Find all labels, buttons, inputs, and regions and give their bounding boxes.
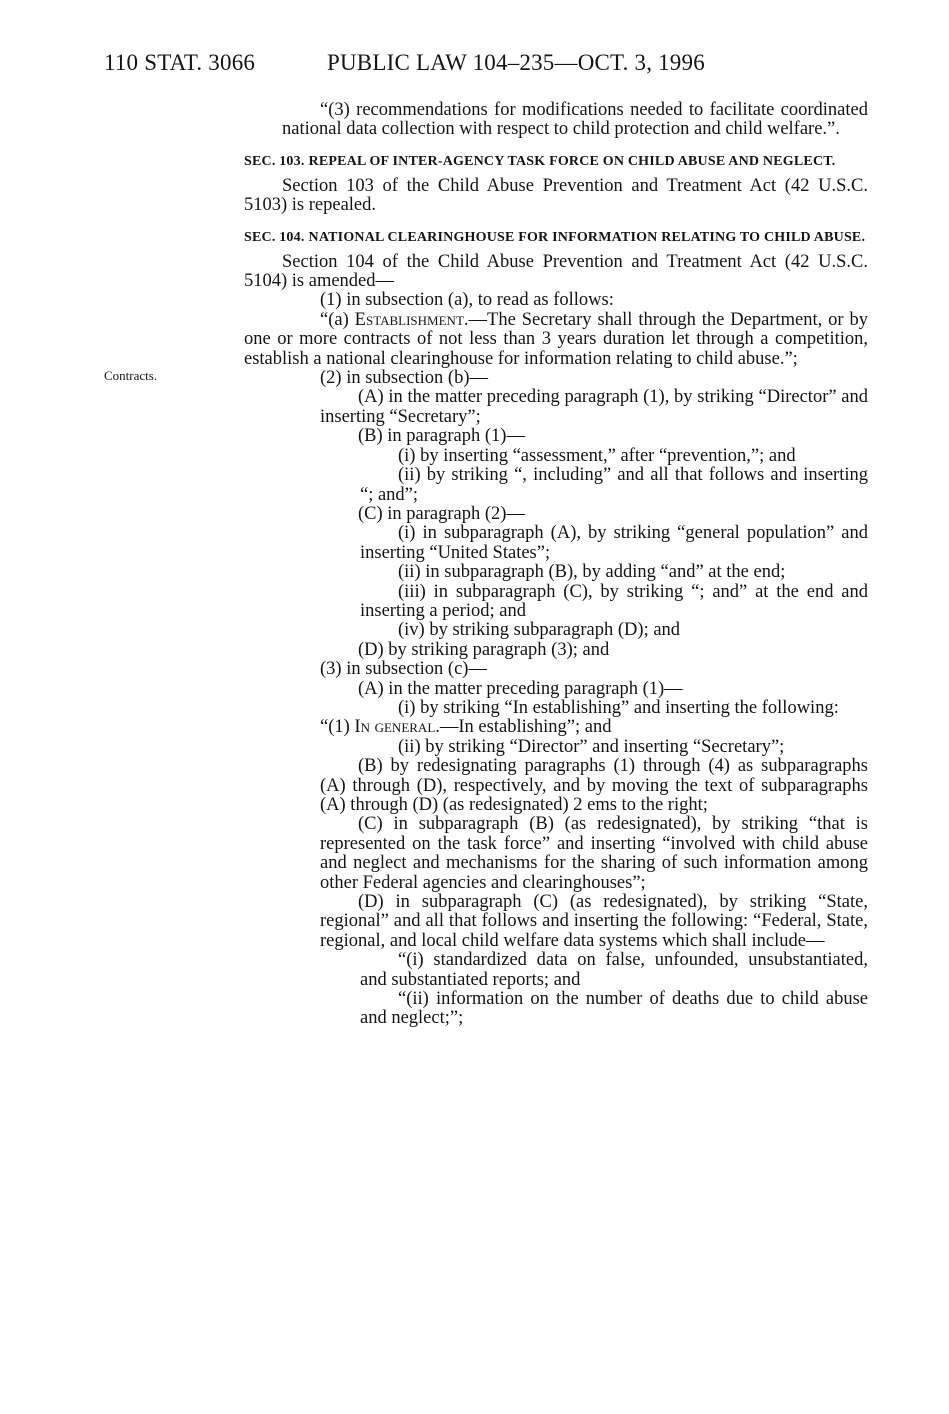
amendment-2-C-ii: (ii) in subparagraph (B), by adding “and” at the end; — [398, 562, 786, 583]
amendment-1: (1) in subsection (a), to read as follows: — [320, 290, 614, 311]
amendment-2-C-i: (i) in subparagraph (A), by striking “general population” and inserting “United States”; — [360, 523, 868, 563]
document-body — [244, 101, 868, 1029]
amendment-2-B: (B) in paragraph (1)— — [358, 426, 525, 447]
amendment-3-C: (C) in subparagraph (B) (as redesignated), by striking “that is represented on the task force” and inserting “involved with child abuse and neglect and mechanisms for the sharing of such information among other Federal agencies and clearinghouses”; — [320, 814, 868, 893]
section-104-text: Section 104 of the Child Abuse Prevention and Treatment Act (42 U.S.C. 5104) is amended— — [244, 251, 868, 292]
amendment-3-A-ii: (ii) by striking “Director” and inserting “Secretary”; — [398, 736, 785, 757]
amendment-3-A-i: (i) by striking “In establishing” and inserting the following: — [398, 697, 839, 718]
amendment-2-C: (C) in paragraph (2)— — [358, 503, 525, 524]
section-number: SEC. 103. — [244, 153, 305, 169]
amendment-2-D: (D) by striking paragraph (3); and — [358, 639, 610, 660]
section-number: SEC. 104. — [244, 229, 305, 245]
quote-open: “(a) — [320, 309, 355, 330]
section-103-text: Section 103 of the Child Abuse Prevention and Treatment Act (42 U.S.C. 5103) is repealed. — [244, 175, 868, 216]
section-title: NATIONAL CLEARINGHOUSE FOR INFORMATION RELATING TO CHILD ABUSE. — [308, 229, 866, 245]
page-law-header: PUBLIC LAW 104–235—OCT. 3, 1996 — [327, 50, 705, 75]
amendment-3-D-ii: “(ii) information on the number of deaths due to child abuse and neglect;”; — [360, 989, 868, 1029]
paragraph-text: .—In establishing”; and — [435, 717, 612, 738]
paragraph-recommendations: “(3) recommendations for modifications needed to facilitate coordinated national data collection with respect to child protection and child welfare.”. — [282, 100, 868, 140]
paragraph-heading: In general — [354, 717, 436, 738]
amendment-3-A-i-quote — [244, 718, 868, 737]
amendment-2-C-iv: (iv) by striking subparagraph (D); and — [398, 620, 681, 641]
amendment-2-A: (A) in the matter preceding paragraph (1), by striking “Director” and inserting “Secretary”; — [320, 387, 868, 427]
quote-open: “(1) — [320, 717, 355, 738]
amendment-3-D: (D) in subparagraph (C) (as redesignated), by striking “State, regional” and all that follows and inserting the following: “Federal, State, regional, and local child welfare data systems which shall include— — [320, 892, 868, 951]
amendment-2-B-i: (i) by inserting “assessment,” after “prevention,”; and — [398, 445, 796, 466]
amendment-2: (2) in subsection (b)— — [320, 368, 489, 389]
margin-note: Contracts. — [104, 368, 158, 383]
amendment-3-B: (B) by redesignating paragraphs (1) through (4) as subparagraphs (A) through (D), respectively, and by moving the text of subparagraphs (A) through (D) (as redesignated) 2 ems to the right; — [320, 756, 868, 815]
amendment-3: (3) in subsection (c)— — [320, 659, 487, 680]
subsection-a-establishment — [244, 311, 868, 369]
amendment-2-C-iii: (iii) in subparagraph (C), by striking “; and” at the end and inserting a period; and — [360, 581, 868, 621]
amendment-2-B-ii: (ii) by striking “, including” and all that follows and inserting “; and”; — [360, 465, 868, 505]
section-103-heading — [244, 152, 868, 171]
subsection-text: .—The Secretary shall through the Department, or by one or more contracts of not less than 3 years duration let through a competition, establish a national clearinghouse for information relating to child abuse.”; — [244, 309, 868, 369]
section-104-heading — [244, 228, 868, 247]
amendment-3-A: (A) in the matter preceding paragraph (1)— — [358, 678, 683, 699]
page-stat-citation: 110 STAT. 3066 — [104, 50, 256, 75]
section-title: REPEAL OF INTER-AGENCY TASK FORCE ON CHILD ABUSE AND NEGLECT. — [308, 153, 836, 169]
subsection-heading: Establishment — [354, 309, 464, 330]
amendment-3-D-i: “(i) standardized data on false, unfounded, unsubstantiated, and substantiated reports; and — [360, 950, 868, 990]
